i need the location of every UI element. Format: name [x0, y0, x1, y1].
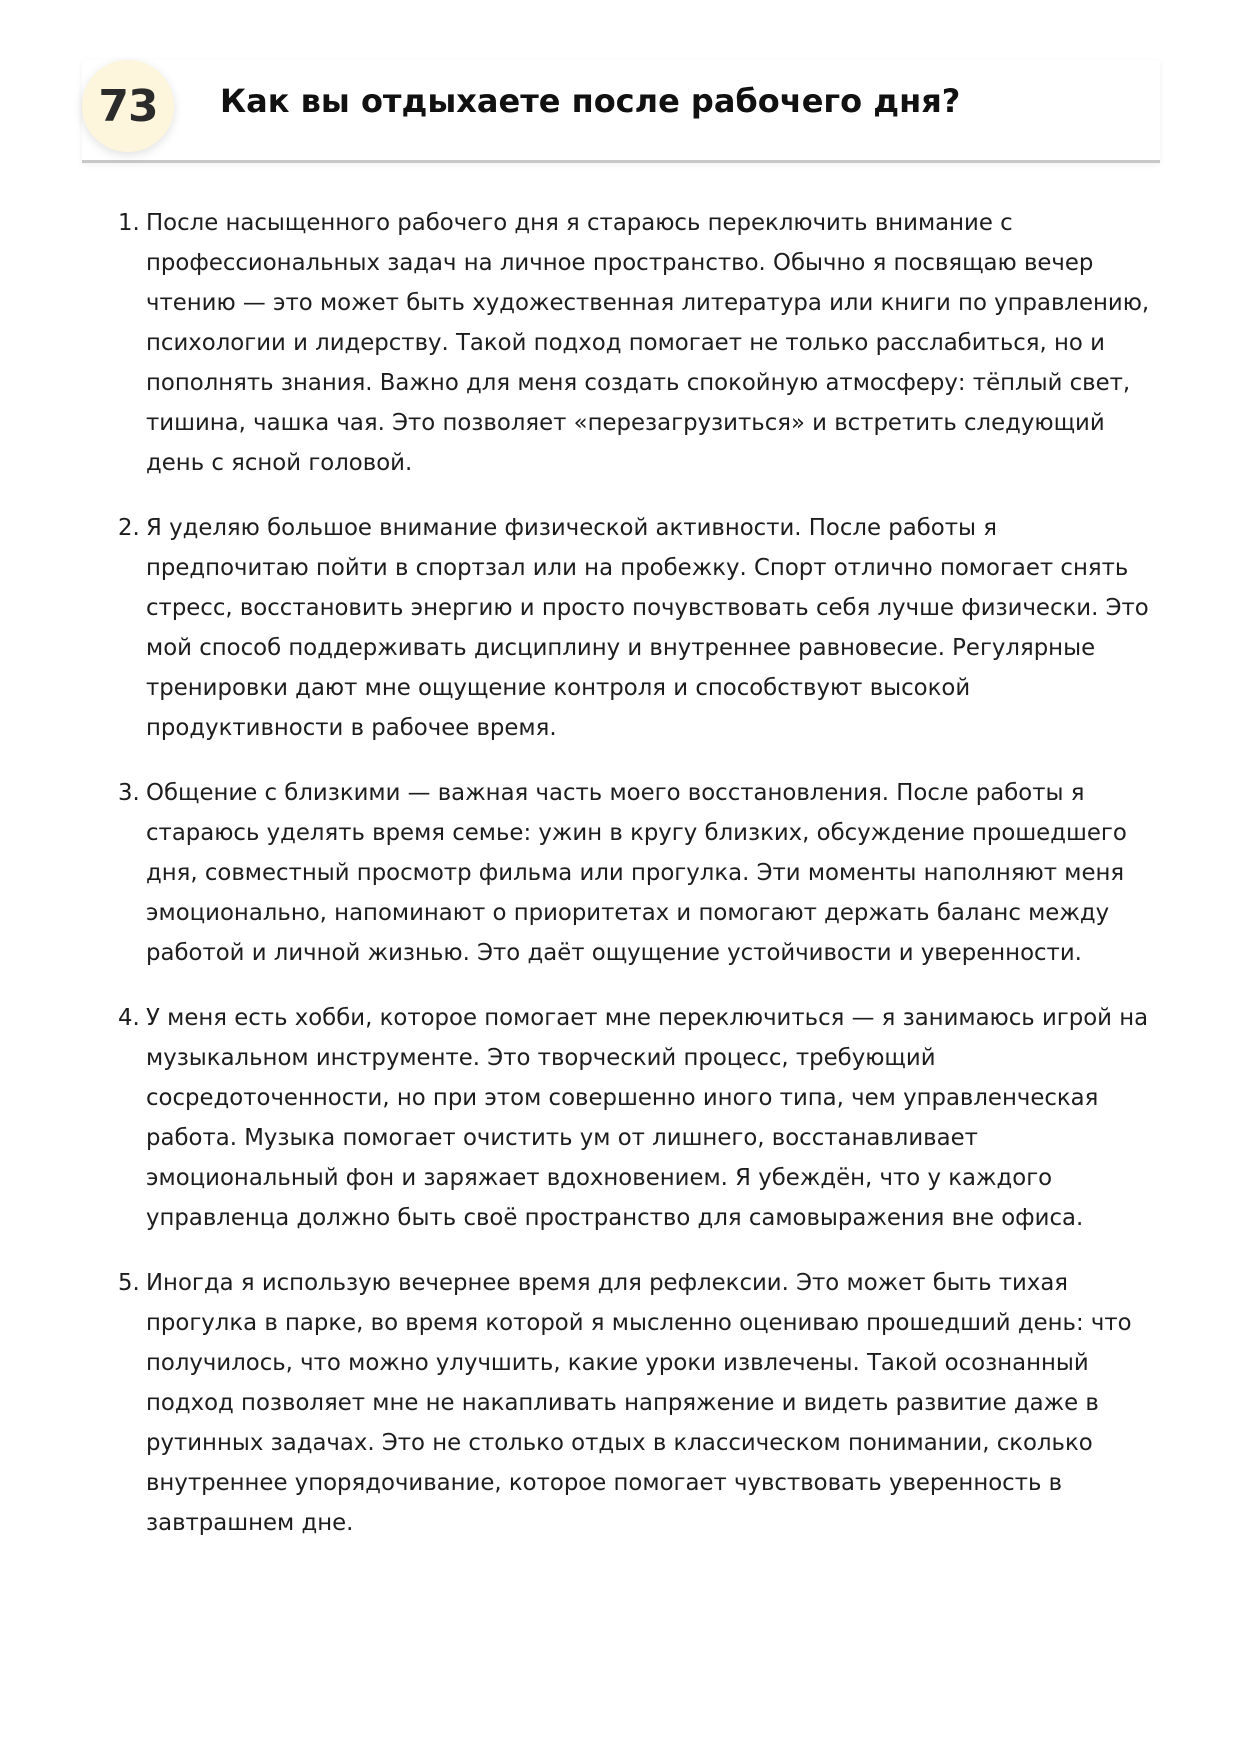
answer-text: Я уделяю большое внимание физической активности. После работы я предпочитаю пойти в спортзал или на пробежку. Спорт отлично помогает снять стресс, восстановить энергию и просто почувствовать себя лучше физически. Это мой способ поддерживать дисциплину и внутреннее равновесие. Регулярные тренировки дают мне ощущение контроля и способствуют высокой продуктивности в рабочее время. [146, 515, 1149, 741]
answer-number: 4. [118, 1005, 140, 1031]
question-header [82, 60, 1160, 163]
answer-text: У меня есть хобби, которое помогает мне переключиться — я занимаюсь игрой на музыкальном инструменте. Это творческий процесс, требующий сосредоточенности, но при этом совершенно иного типа, чем управленческая работа. Музыка помогает очистить ум от лишнего, восстанавливает эмоциональный фон и заряжает вдохновением. Я убеждён, что у каждого управленца должно быть своё пространство для самовыражения вне офиса. [146, 1005, 1149, 1231]
answer-item [110, 203, 1160, 483]
answer-text: Общение с близкими — важная часть моего восстановления. После работы я стараюсь уделять время семье: ужин в кругу близких, обсуждение прошедшего дня, совместный просмотр фильма или прогулка. Эти моменты наполняют меня эмоционально, напоминают о приоритетах и помогают держать баланс между работой и личной жизнью. Это даёт ощущение устойчивости и уверенности. [146, 780, 1127, 966]
answer-text: После насыщенного рабочего дня я стараюсь переключить внимание с профессиональных задач на личное пространство. Обычно я посвящаю вечер чтению — это может быть художественная литература или книги по управлению, психологии и лидерству. Такой подход помогает не только расслабиться, но и пополнять знания. Важно для меня создать спокойную атмосферу: тёплый свет, тишина, чашка чая. Это позволяет «перезагрузиться» и встретить следующий день с ясной головой. [146, 210, 1150, 476]
question-title: Как вы отдыхаете после рабочего дня? [220, 82, 961, 120]
answer-number: 2. [118, 515, 140, 541]
answer-number: 5. [118, 1270, 140, 1296]
answer-item [110, 773, 1160, 973]
answer-item [110, 508, 1160, 748]
answer-number: 3. [118, 780, 140, 806]
answer-item [110, 998, 1160, 1238]
answer-item [110, 1263, 1160, 1543]
answer-number: 1. [118, 210, 140, 236]
answer-text: Иногда я использую вечернее время для рефлексии. Это может быть тихая прогулка в парке, во время которой я мысленно оцениваю прошедший день: что получилось, что можно улучшить, какие уроки извлечены. Такой осознанный подход позволяет мне не накапливать напряжение и видеть развитие даже в рутинных задачах. Это не столько отдых в классическом понимании, сколько внутреннее упорядочивание, которое помогает чувствовать уверенность в завтрашнем дне. [146, 1270, 1132, 1536]
answer-list [110, 203, 1160, 1568]
question-number: 73 [98, 80, 158, 132]
question-number-badge [82, 60, 174, 152]
